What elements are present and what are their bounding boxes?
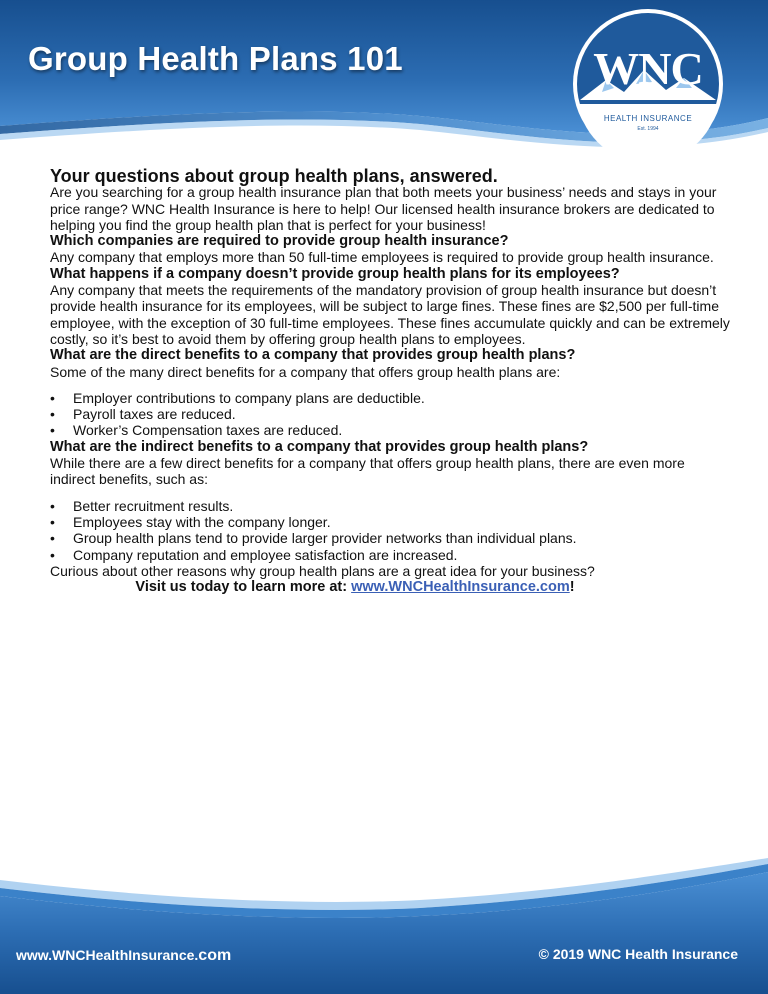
footer-copyright: © 2019 WNC Health Insurance (538, 946, 738, 962)
list-item: • Better recruitment results. (50, 498, 730, 514)
header-banner (0, 0, 768, 160)
answer-paragraph-1: Any company that employs more than 50 full-time employees is required to provide group health insurance. (50, 249, 714, 266)
footer-url-tld: com (198, 947, 232, 964)
company-logo (572, 8, 724, 160)
list-item: • Employer contributions to company plans are deductible. (50, 390, 730, 406)
footer-website[interactable] (16, 947, 231, 965)
cta-exclamation: ! (569, 579, 575, 596)
list-item: • Worker’s Compensation taxes are reduced. (50, 422, 730, 438)
website-link[interactable]: www.WNCHealthInsurance.com (351, 579, 570, 596)
intro-paragraph: Are you searching for a group health insurance plan that both meets your business’ needs and stays in your price range? WNC Health Insurance is here to help! Our licensed health insurance brokers are dedicated to helping you find the group health plan that is perfect for your business! (50, 184, 717, 233)
call-to-action (50, 579, 730, 595)
direct-benefits-list (50, 390, 730, 439)
question-heading-4: What are the indirect benefits to a company that provides group health plans? (50, 438, 589, 455)
footer-wave-graphic (0, 850, 768, 994)
list-item: • Employees stay with the company longer. (50, 514, 730, 530)
main-content (50, 168, 730, 595)
page-title: Group Health Plans 101 (28, 40, 403, 77)
list-item: • Company reputation and employee satisfaction are increased. (50, 547, 730, 563)
indirect-benefits-list (50, 498, 730, 563)
question-heading-3: What are the direct benefits to a company that provides group health plans? (50, 347, 576, 364)
closing-paragraph: Curious about other reasons why group health plans are a great idea for your business? (50, 562, 595, 579)
list-item: • Payroll taxes are reduced. (50, 406, 730, 422)
list-item: • Group health plans tend to provide larger provider networks than individual plans. (50, 530, 730, 546)
subtitle-heading: Your questions about group health plans, answered. (50, 166, 498, 186)
question-heading-1: Which companies are required to provide group health insurance? (50, 233, 509, 250)
answer-paragraph-3: Some of the many direct benefits for a company that offers group health plans are: (50, 363, 561, 380)
logo-established: Est. 1994 (637, 126, 659, 132)
logo-subtitle: HEALTH INSURANCE (603, 114, 693, 123)
logo-text: WNC (593, 43, 703, 94)
footer-banner (0, 850, 768, 994)
footer-url-main: www.WNCHealthInsurance. (16, 947, 199, 963)
question-heading-2: What happens if a company doesn’t provide group health plans for its employees? (50, 265, 620, 282)
answer-paragraph-2: Any company that meets the requirements of the mandatory provision of group health insurance but doesn’t provide health insurance for its employees, will be subject to large fines. These fines are $2,500 per full-time employee, with the exception of 30 full-time employees. These fines accumulate quickly and can be extremely costly, so it’s best to avoid them by offering group health plans to employees. (50, 282, 730, 347)
cta-text: Visit us today to learn more at: (135, 579, 352, 596)
answer-paragraph-4: While there are a few direct benefits for a company that offers group health plans, there are even more indirect benefits, such as: (50, 455, 685, 488)
